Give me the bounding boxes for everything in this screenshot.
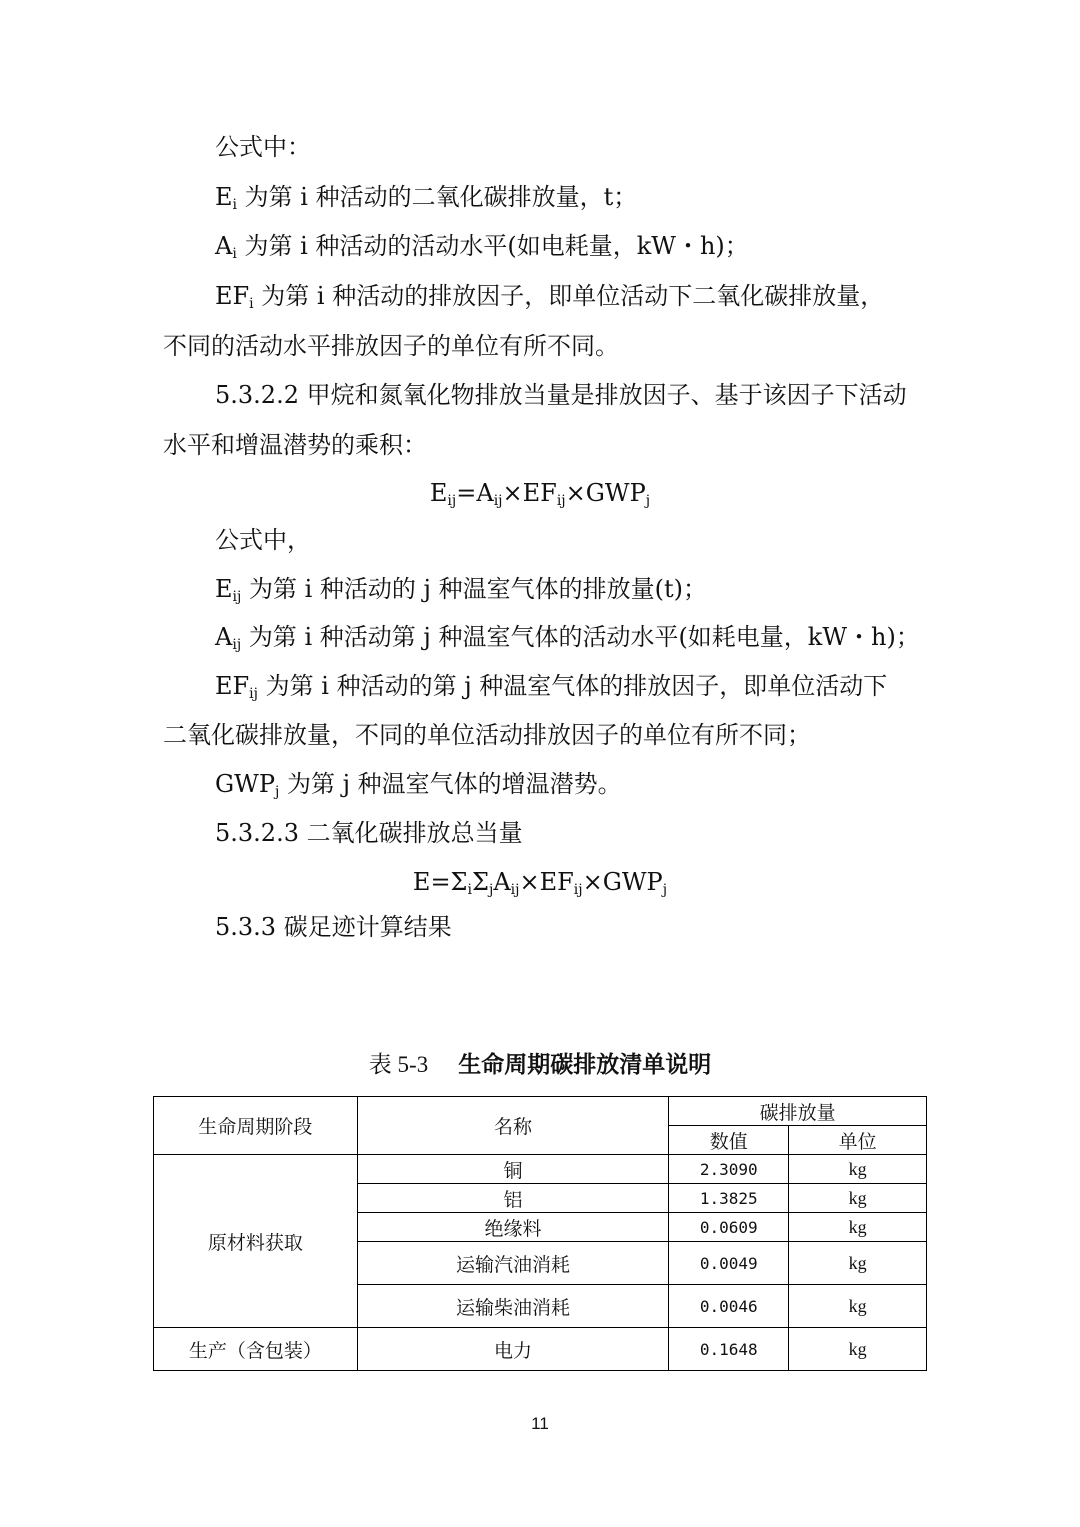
definition-text: 为第 i 种活动的二氧化碳排放量，t； [244, 183, 638, 211]
formula-eij: $E_{ij}=A_{ij}\times EF_{ij}\times GWP_j$ [429, 479, 651, 509]
definition-text: 为第 i 种活动的 j 种温室气体的排放量(t)； [249, 575, 708, 603]
section-5-3-3: 5.3.3 碳足迹计算结果 [215, 913, 452, 941]
name-cell: 绝缘料 [357, 1213, 669, 1242]
definition-ei [215, 181, 637, 213]
unit-cell: kg [789, 1328, 927, 1371]
section-5-3-2-3: 5.3.2.3 二氧化碳排放总当量 [215, 819, 523, 847]
stage-cell: 原材料获取 [154, 1155, 358, 1328]
emission-table [153, 1096, 927, 1371]
table-caption [0, 1046, 1080, 1079]
value-cell: 0.1648 [669, 1328, 789, 1371]
symbol: EF [215, 282, 250, 310]
name-cell: 铜 [357, 1155, 669, 1184]
formula-total-e: $E=\Sigma_i\Sigma_jA_{ij}\times EF_{ij}\times GWP_j$ [412, 868, 668, 898]
symbol: EF [215, 672, 250, 700]
table-title: 生命周期碳排放清单说明 [458, 1052, 712, 1078]
definition-text: 为第 i 种活动的活动水平(如电耗量，kW・h)； [244, 232, 749, 260]
definition-efi [215, 280, 884, 312]
subscript: i [249, 296, 254, 312]
table-number: 表 5-3 [368, 1052, 429, 1077]
subscript: ij [232, 637, 242, 653]
definition-text: 为第 i 种活动的排放因子，即单位活动下二氧化碳排放量， [261, 282, 885, 310]
page-number: 11 [531, 1414, 549, 1433]
subscript: ij [232, 589, 242, 605]
value-cell: 0.0049 [669, 1242, 789, 1285]
definition-eij [215, 573, 707, 605]
value-cell: 2.3090 [669, 1155, 789, 1184]
table-row [154, 1155, 927, 1184]
unit-cell: kg [789, 1285, 927, 1328]
name-cell: 运输汽油消耗 [357, 1242, 669, 1285]
definition-efi-continued: 不同的活动水平排放因子的单位有所不同。 [163, 332, 619, 360]
definition-efij-continued: 二氧化碳排放量，不同的单位活动排放因子的单位有所不同； [163, 721, 811, 749]
unit-cell: kg [789, 1213, 927, 1242]
value-cell: 1.3825 [669, 1184, 789, 1213]
unit-cell: kg [789, 1184, 927, 1213]
definition-aij [215, 621, 920, 653]
section-5-3-2-2-continued: 水平和增温潜势的乘积： [163, 431, 427, 459]
definition-efij [215, 670, 887, 702]
section-5-3-2-2: 5.3.2.2 甲烷和氮氧化物排放当量是排放因子、基于该因子下活动 [215, 381, 907, 409]
value-cell: 0.0046 [669, 1285, 789, 1328]
symbol: E [215, 575, 233, 603]
header-emission: 碳排放量 [669, 1097, 927, 1126]
paragraph-formula-intro-2: 公式中， [215, 526, 311, 554]
definition-text: 为第 i 种活动第 j 种温室气体的活动水平(如耗电量，kW・h)； [248, 623, 920, 651]
subscript: ij [249, 686, 258, 702]
paragraph-formula-intro: 公式中： [215, 133, 311, 161]
subscript: i [232, 197, 238, 213]
symbol: E [215, 183, 233, 211]
header-stage: 生命周期阶段 [154, 1097, 358, 1155]
header-unit: 单位 [789, 1126, 927, 1155]
header-value: 数值 [669, 1126, 789, 1155]
definition-text: 为第 i 种活动的第 j 种温室气体的排放因子，即单位活动下 [265, 672, 888, 700]
unit-cell: kg [789, 1155, 927, 1184]
definition-gwpj [215, 768, 622, 800]
name-cell: 电力 [357, 1328, 669, 1371]
definition-ai [215, 230, 749, 262]
unit-cell: kg [789, 1242, 927, 1285]
symbol: A [215, 232, 233, 260]
value-cell: 0.0609 [669, 1213, 789, 1242]
stage-cell: 生产（含包装） [154, 1328, 358, 1371]
header-name: 名称 [357, 1097, 669, 1155]
symbol: A [215, 623, 233, 651]
table-row [154, 1328, 927, 1371]
name-cell: 铝 [357, 1184, 669, 1213]
subscript: j [275, 784, 280, 800]
name-cell: 运输柴油消耗 [357, 1285, 669, 1328]
subscript: i [232, 246, 237, 262]
symbol: GWP [215, 770, 275, 798]
definition-text: 为第 j 种温室气体的增温潜势。 [286, 770, 622, 798]
